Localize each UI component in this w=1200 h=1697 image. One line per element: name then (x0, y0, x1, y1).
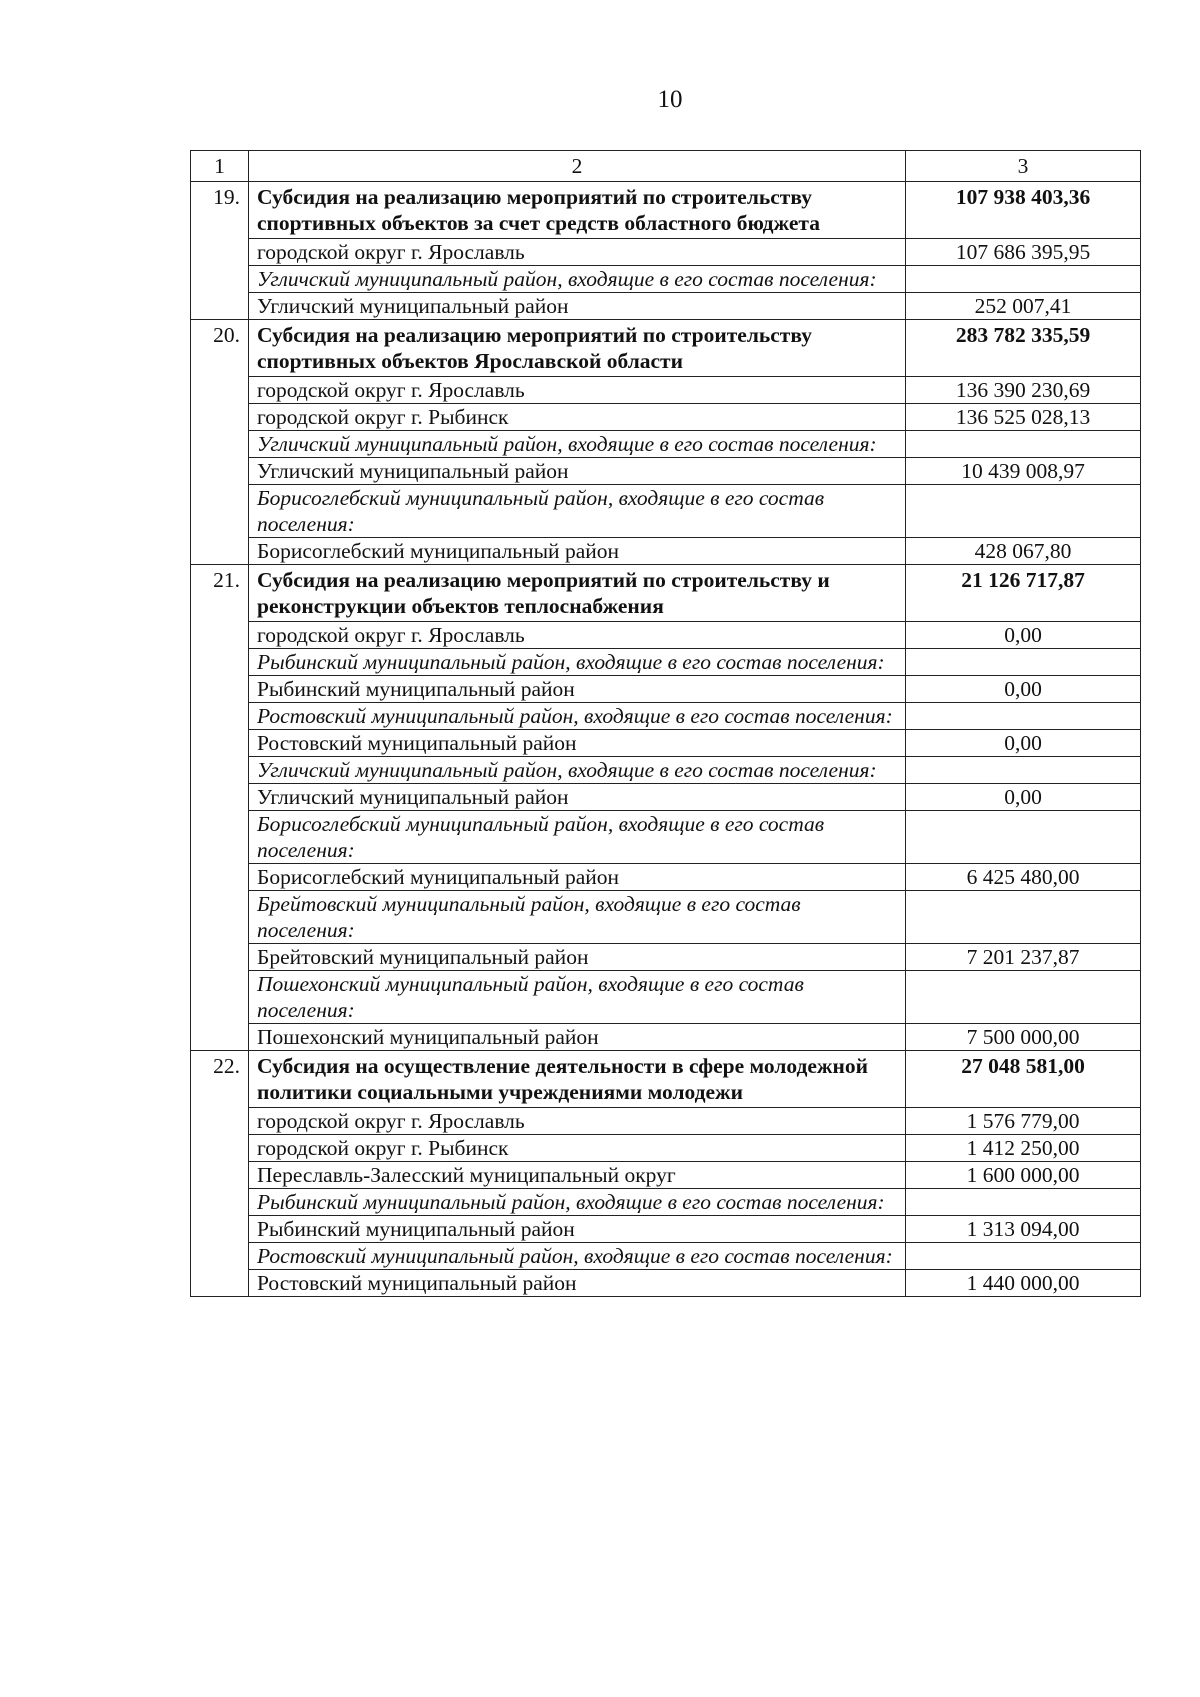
recipient-row (191, 944, 1141, 971)
recipient-amount: 136 390 230,69 (906, 377, 1141, 404)
recipient-amount: 1 600 000,00 (906, 1162, 1141, 1189)
section-title-row (191, 565, 1141, 622)
recipient-row (191, 784, 1141, 811)
recipient-amount (906, 971, 1141, 1024)
recipient-name: Борисоглебский муниципальный район (249, 538, 906, 565)
recipient-row (191, 730, 1141, 757)
recipient-amount: 0,00 (906, 784, 1141, 811)
recipient-name: Угличский муниципальный район (249, 784, 906, 811)
recipient-name: Рыбинский муниципальный район (249, 676, 906, 703)
recipient-name: городской округ г. Рыбинск (249, 404, 906, 431)
recipient-row (191, 404, 1141, 431)
recipient-amount: 107 686 395,95 (906, 239, 1141, 266)
recipient-amount: 0,00 (906, 730, 1141, 757)
section-number: 20. (191, 320, 249, 565)
recipient-amount: 1 440 000,00 (906, 1270, 1141, 1297)
recipient-name: Переславль-Залесский муниципальный округ (249, 1162, 906, 1189)
recipient-row (191, 1270, 1141, 1297)
recipient-amount (906, 757, 1141, 784)
recipient-amount: 252 007,41 (906, 293, 1141, 320)
recipient-row (191, 1024, 1141, 1051)
header-col-3: 3 (906, 151, 1141, 182)
recipient-name: Пошехонский муниципальный район (249, 1024, 906, 1051)
table-header-row (191, 151, 1141, 182)
district-group-label: Ростовский муниципальный район, входящие в его состав поселения: (249, 1243, 906, 1270)
recipient-amount (906, 811, 1141, 864)
recipient-amount: 1 313 094,00 (906, 1216, 1141, 1243)
section-total: 283 782 335,59 (906, 320, 1141, 377)
district-group-row (191, 811, 1141, 864)
recipient-row (191, 622, 1141, 649)
section-total: 27 048 581,00 (906, 1051, 1141, 1108)
district-group-row (191, 649, 1141, 676)
recipient-amount: 1 412 250,00 (906, 1135, 1141, 1162)
section-number: 19. (191, 182, 249, 320)
subsidy-table (190, 150, 1141, 1297)
section-title: Субсидия на реализацию мероприятий по строительству спортивных объектов Ярославской области (249, 320, 906, 377)
section-number: 21. (191, 565, 249, 1051)
recipient-amount (906, 703, 1141, 730)
recipient-name: Ростовский муниципальный район (249, 730, 906, 757)
district-group-row (191, 703, 1141, 730)
district-group-label: Угличский муниципальный район, входящие в его состав поселения: (249, 757, 906, 784)
recipient-row (191, 1135, 1141, 1162)
header-col-1: 1 (191, 151, 249, 182)
recipient-amount: 10 439 008,97 (906, 458, 1141, 485)
section-title-row (191, 1051, 1141, 1108)
header-col-2: 2 (249, 151, 906, 182)
district-group-label: Борисоглебский муниципальный район, входящие в его состав поселения: (249, 485, 906, 538)
recipient-amount (906, 649, 1141, 676)
district-group-row (191, 757, 1141, 784)
recipient-name: городской округ г. Ярославль (249, 239, 906, 266)
recipient-row (191, 676, 1141, 703)
recipient-amount: 0,00 (906, 676, 1141, 703)
recipient-amount (906, 891, 1141, 944)
recipient-amount: 6 425 480,00 (906, 864, 1141, 891)
section-title: Субсидия на реализацию мероприятий по строительству и реконструкции объектов теплоснабжения (249, 565, 906, 622)
recipient-amount (906, 485, 1141, 538)
page-number: 10 (657, 86, 683, 113)
recipient-amount (906, 266, 1141, 293)
section-title: Субсидия на осуществление деятельности в сфере молодежной политики социальными учреждениями молодежи (249, 1051, 906, 1108)
recipient-name: Борисоглебский муниципальный район (249, 864, 906, 891)
district-group-label: Рыбинский муниципальный район, входящие в его состав поселения: (249, 1189, 906, 1216)
district-group-row (191, 431, 1141, 458)
district-group-label: Угличский муниципальный район, входящие в его состав поселения: (249, 431, 906, 458)
recipient-amount (906, 431, 1141, 458)
section-number: 22. (191, 1051, 249, 1297)
district-group-label: Ростовский муниципальный район, входящие в его состав поселения: (249, 703, 906, 730)
district-group-row (191, 1243, 1141, 1270)
recipient-amount: 7 500 000,00 (906, 1024, 1141, 1051)
recipient-name: городской округ г. Ярославль (249, 622, 906, 649)
recipient-name: Угличский муниципальный район (249, 458, 906, 485)
recipient-amount: 136 525 028,13 (906, 404, 1141, 431)
recipient-row (191, 1108, 1141, 1135)
district-group-label: Пошехонский муниципальный район, входящие в его состав поселения: (249, 971, 906, 1024)
section-title-row (191, 320, 1141, 377)
recipient-amount (906, 1243, 1141, 1270)
recipient-row (191, 1162, 1141, 1189)
section-title-row (191, 182, 1141, 239)
district-group-row (191, 891, 1141, 944)
recipient-row (191, 458, 1141, 485)
recipient-name: Рыбинский муниципальный район (249, 1216, 906, 1243)
district-group-label: Брейтовский муниципальный район, входящие в его состав поселения: (249, 891, 906, 944)
recipient-name: Ростовский муниципальный район (249, 1270, 906, 1297)
recipient-name: городской округ г. Ярославль (249, 1108, 906, 1135)
recipient-row (191, 1216, 1141, 1243)
district-group-label: Рыбинский муниципальный район, входящие в его состав поселения: (249, 649, 906, 676)
section-total: 21 126 717,87 (906, 565, 1141, 622)
recipient-amount: 1 576 779,00 (906, 1108, 1141, 1135)
recipient-name: городской округ г. Рыбинск (249, 1135, 906, 1162)
section-total: 107 938 403,36 (906, 182, 1141, 239)
recipient-row (191, 538, 1141, 565)
recipient-row (191, 864, 1141, 891)
document-sheet (190, 150, 1140, 1297)
recipient-row (191, 239, 1141, 266)
recipient-amount: 428 067,80 (906, 538, 1141, 565)
recipient-amount: 7 201 237,87 (906, 944, 1141, 971)
district-group-row (191, 485, 1141, 538)
section-title: Субсидия на реализацию мероприятий по строительству спортивных объектов за счет средств областного бюджета (249, 182, 906, 239)
district-group-row (191, 971, 1141, 1024)
recipient-name: городской округ г. Ярославль (249, 377, 906, 404)
recipient-name: Брейтовский муниципальный район (249, 944, 906, 971)
recipient-row (191, 293, 1141, 320)
recipient-name: Угличский муниципальный район (249, 293, 906, 320)
district-group-row (191, 266, 1141, 293)
district-group-label: Угличский муниципальный район, входящие в его состав поселения: (249, 266, 906, 293)
recipient-amount: 0,00 (906, 622, 1141, 649)
district-group-label: Борисоглебский муниципальный район, входящие в его состав поселения: (249, 811, 906, 864)
recipient-amount (906, 1189, 1141, 1216)
recipient-row (191, 377, 1141, 404)
district-group-row (191, 1189, 1141, 1216)
table-body (191, 151, 1141, 1297)
